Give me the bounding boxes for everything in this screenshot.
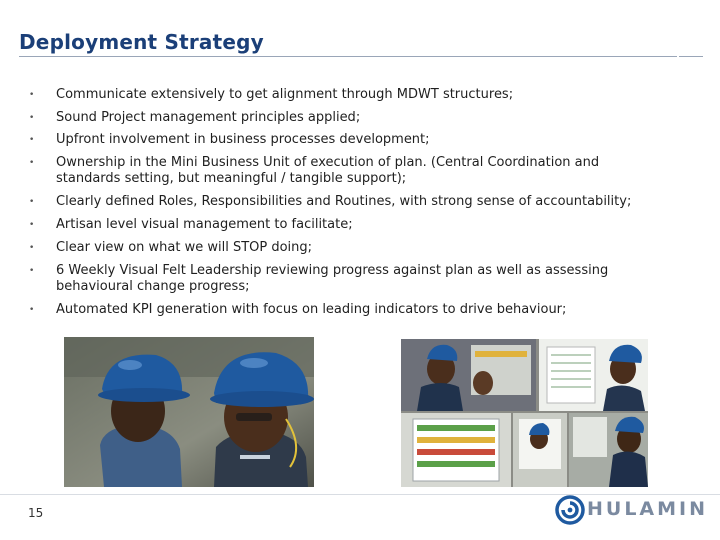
swirl-logo-icon [555,495,585,525]
bullet-text-continued: behavioural change progress; [56,279,250,294]
logo-wordmark: HULAMIN [587,498,709,520]
bullet-marker: • [29,305,35,315]
workers-illustration [64,337,314,487]
bullet-text-continued: standards setting, but meaningful / tangible support); [56,171,407,186]
bullet-marker: • [29,90,35,100]
bullet-text: Artisan level visual management to facilitate; [56,217,353,232]
photo-workers-hardhats [64,337,314,487]
bullet-marker: • [29,158,35,168]
bullet-text: Communicate extensively to get alignment through MDWT structures; [56,87,514,102]
page-number: 15 [28,506,44,520]
collage-illustration [401,339,648,487]
bullet-text: Ownership in the Mini Business Unit of execution of plan. (Central Coordination and [56,155,600,170]
bullet-text: Clearly defined Roles, Responsibilities and Routines, with strong sense of accountability; [56,194,632,209]
bullet-text: Automated KPI generation with focus on leading indicators to drive behaviour; [56,302,567,317]
photo-visual-board-collage [401,339,648,487]
title-underline-end [679,56,703,57]
bullet-marker: • [29,243,35,253]
bullet-marker: • [29,220,35,230]
bullet-text: Upfront involvement in business processes development; [56,132,430,147]
slide-title: Deployment Strategy [19,30,264,54]
bullet-text: 6 Weekly Visual Felt Leadership reviewing progress against plan as well as assessing [56,263,609,278]
company-logo [555,492,709,528]
title-underline [19,56,677,57]
bullet-marker: • [29,197,35,207]
bullet-text: Clear view on what we will STOP doing; [56,240,313,255]
bullet-marker: • [29,266,35,276]
bullet-marker: • [29,135,35,145]
bullet-marker: • [29,113,35,123]
bullet-text: Sound Project management principles applied; [56,110,361,125]
